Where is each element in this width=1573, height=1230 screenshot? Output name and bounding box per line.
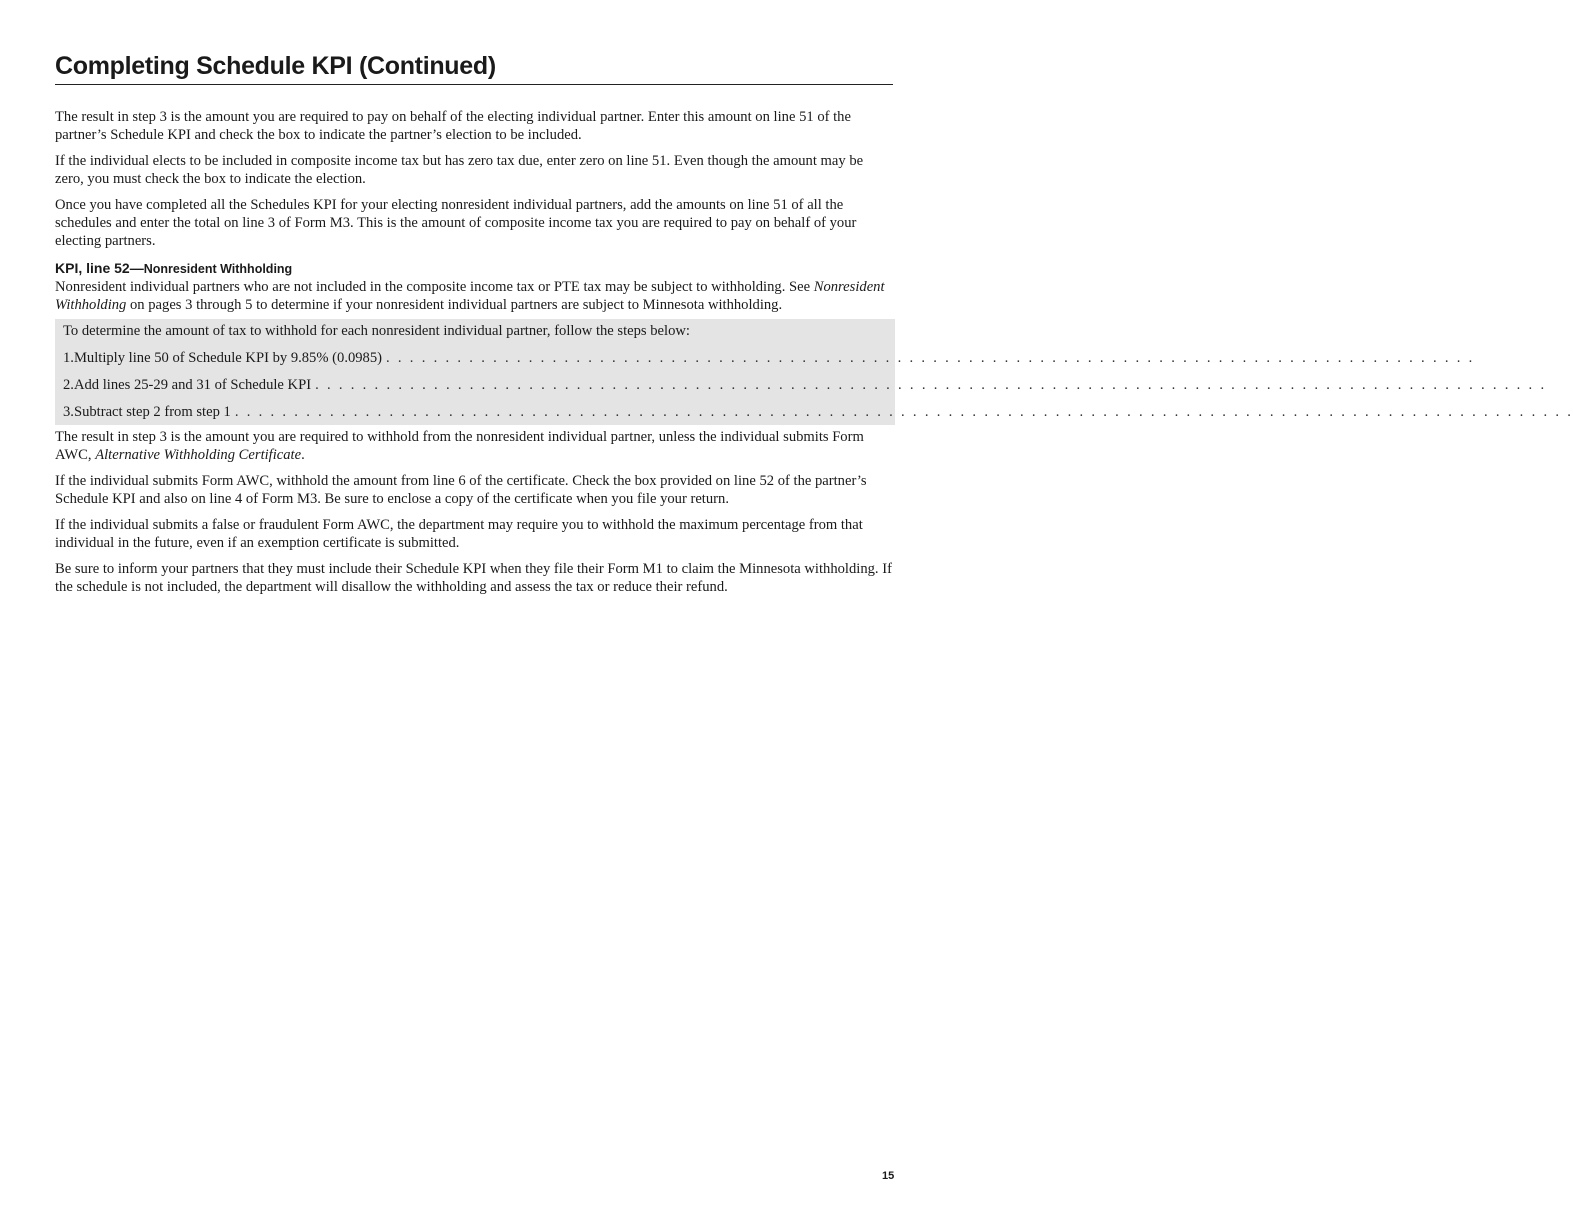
worksheet-intro: To determine the amount of tax to withhold for each nonresident individual partner, follow the steps below: <box>63 323 690 339</box>
section-heading-sub: Nonresident Withholding <box>143 262 293 276</box>
paragraph-fraudulent-awc: If the individual submits a false or fraudulent Form AWC, the department may require you to withhold the maximum percentage from that individual in the future, even if an exemption certificate is submitted. <box>55 517 863 551</box>
step-label: Add lines 25-29 and 31 of Schedule KPI <box>73 377 312 393</box>
p4-italic-form: Alternative Withholding Certificate <box>95 447 302 463</box>
page-number: 15 <box>882 1170 895 1182</box>
dot-leader: . . . . . . . . . . . . . . . . . . . . . . . . . . . . . . . . . . . . . . . . . . . . . . . . . . . . . . . . . . . . . . . . . . . . . . . . . . . . . . . . . . . . . . . . . . . . <box>386 350 1475 366</box>
paragraph-zero-tax: If the individual elects to be included in composite income tax but has zero tax due, enter zero on line 51. Even though the amount may be zero, you must check the box to indicate the election. <box>55 153 864 187</box>
section-heading-main: KPI, line 52— <box>55 260 144 276</box>
section-heading-line52 <box>55 260 895 278</box>
paragraph-nonresident-intro <box>55 278 895 314</box>
page-title: Completing Schedule KPI (Continued) <box>55 52 893 85</box>
step-number: 2. <box>63 377 74 393</box>
dot-leader: . . . . . . . . . . . . . . . . . . . . . . . . . . . . . . . . . . . . . . . . . . . . . . . . . . . . . . . . . . . . . . . . . . . . . . . . . . . . . . . . . . . . . . . . . . . . . . . . . . . . . . . . <box>315 377 1547 393</box>
step-number: 3. <box>63 404 74 420</box>
paragraph-step3-result: The result in step 3 is the amount you are required to pay on behalf of the electing individual partner. Enter this amount on line 51 of the partner’s Schedule KPI and check the box to indicate the partner’s election to be included. <box>55 109 851 143</box>
paragraph-total-composite: Once you have completed all the Schedules KPI for your electing nonresident individual partners, add the amounts on line 51 of all the schedules and enter the total on line 3 of Form M3. This is the amount of composite income tax you are required to pay on behalf of your electing partners. <box>55 197 857 249</box>
worksheet-step <box>55 394 1573 421</box>
intro-text-b: on pages 3 through 5 to determine if your nonresident individual partners are subject to Minnesota withholding. <box>126 297 783 313</box>
intro-italic-ref: Nonresident Withholding <box>55 279 885 313</box>
p4-text-a: The result in step 3 is the amount you are required to withhold from the nonresident individual partner, unless the individual submits Form AWC, <box>55 429 864 463</box>
step-label: Subtract step 2 from step 1 <box>73 404 231 420</box>
intro-text-a: Nonresident individual partners who are not included in the composite income tax or PTE tax may be subject to withholding. See <box>55 279 814 295</box>
worksheet-step <box>55 340 1475 367</box>
step-label: Multiply line 50 of Schedule KPI by 9.85% (0.0985) <box>73 350 383 366</box>
paragraph-inform-partners: Be sure to inform your partners that they must include their Schedule KPI when they file their Form M1 to claim the Minnesota withholding. If the schedule is not included, the department will disallow the withholding and assess the tax or reduce their refund. <box>55 561 892 595</box>
paragraph-withhold-result <box>55 428 895 464</box>
p4-text-b: . <box>301 447 305 463</box>
paragraph-form-awc: If the individual submits Form AWC, withhold the amount from line 6 of the certificate. Check the box provided on line 52 of the partner’s Schedule KPI and also on line 4 of Form M3. Be sure to enclose a copy of the certificate when you file your return. <box>55 473 867 507</box>
dot-leader: . . . . . . . . . . . . . . . . . . . . . . . . . . . . . . . . . . . . . . . . . . . . . . . . . . . . . . . . . . . . . . . . . . . . . . . . . . . . . . . . . . . . . . . . . . . . . . . . . . . . . . . . . . . . . . . . . <box>234 404 1573 420</box>
step-number: 1. <box>63 350 74 366</box>
worksheet-step <box>55 367 1547 394</box>
withholding-worksheet <box>55 319 1573 425</box>
page-content <box>55 52 1573 596</box>
